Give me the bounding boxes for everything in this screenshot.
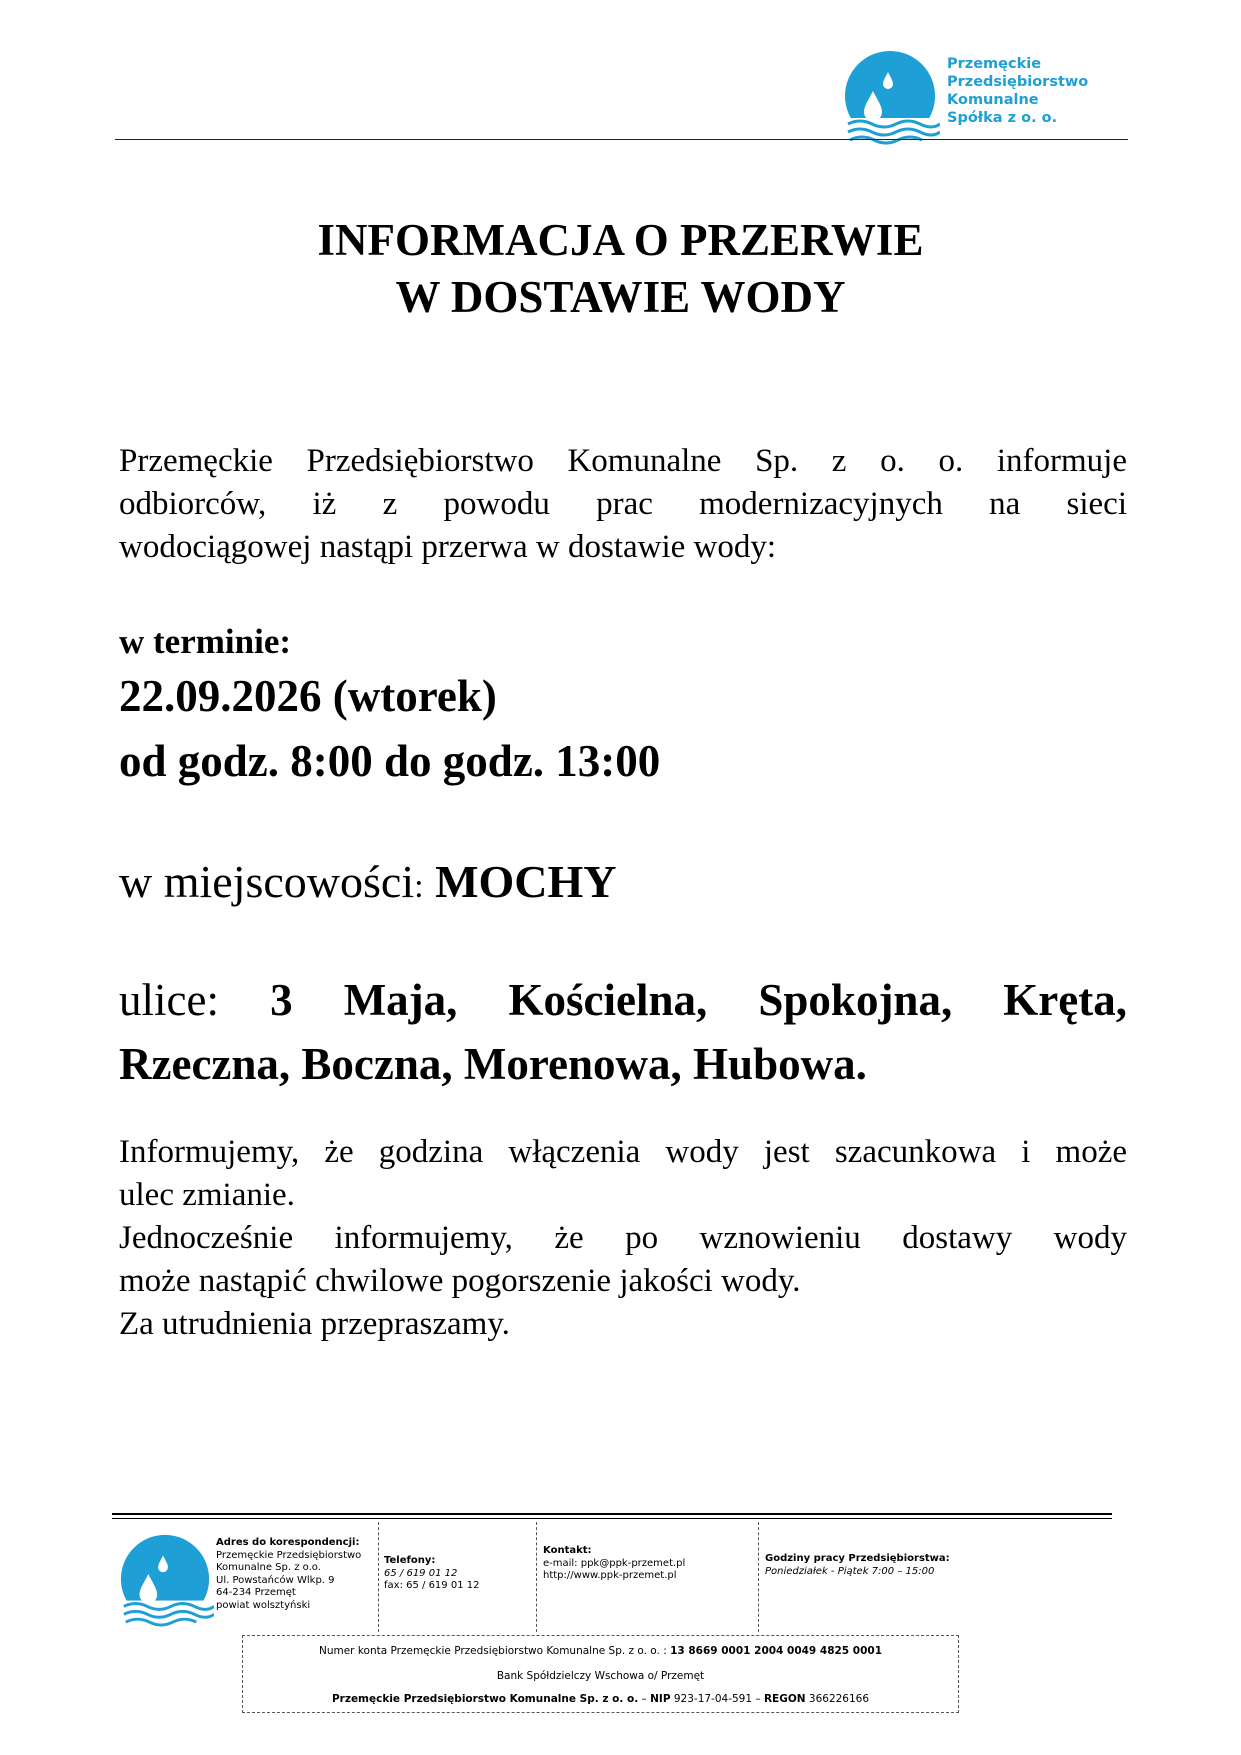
company-name-line: Przemęckie	[947, 56, 1042, 72]
footer-fax: fax: 65 / 619 01 12	[384, 1580, 480, 1591]
bank-account-number: 13 8669 0001 2004 0049 4825 0001	[670, 1645, 882, 1657]
footer-contact-heading: Kontakt:	[543, 1545, 592, 1556]
nip-label: NIP	[650, 1693, 671, 1705]
footer-website: http://www.ppk-przemet.pl	[543, 1570, 677, 1581]
footer-hours-heading: Godziny pracy Przedsiębiorstwa:	[765, 1553, 950, 1564]
footer-divider	[112, 1513, 1112, 1515]
footer-phone: 65 / 619 01 12	[384, 1567, 458, 1579]
streets	[119, 968, 1127, 1096]
company-name-line: Spółka z o. o.	[947, 110, 1058, 126]
bank-name: Bank Spółdzielczy Wschowa o/ Przemęt	[496, 1670, 705, 1682]
streets-list-2: Rzeczna, Boczna, Morenowa, Hubowa.	[119, 1039, 867, 1089]
footer-phones	[384, 1555, 479, 1593]
term-label: w terminie:	[119, 622, 292, 661]
nip-value: 923-17-04-591	[673, 1693, 753, 1705]
footer-address	[216, 1537, 361, 1612]
bank-account-label: Numer konta Przemęckie Przedsiębiorstwo Komunalne Sp. z o. o. :	[318, 1645, 667, 1657]
footer-address-line: Komunalne Sp. z o.o.	[216, 1562, 321, 1573]
company-legal-name: Przemęckie Przedsiębiorstwo Komunalne Sp. z o. o.	[331, 1693, 639, 1705]
water-drop-wave-logo-icon	[116, 1530, 214, 1628]
note-paragraph	[119, 1131, 1127, 1346]
note-line: może nastąpić chwilowe pogorszenie jakości wody.	[119, 1263, 801, 1299]
locality-name: MOCHY	[435, 856, 617, 907]
locality-label: w miejscowości	[119, 856, 415, 907]
intro-line: odbiorców, iż z powodu prac modernizacyjnych na sieci	[119, 486, 1127, 522]
title-line-1: INFORMACJA O PRZERWIE	[317, 215, 924, 265]
intro-line: Przemęckie Przedsiębiorstwo Komunalne Sp. z o. o. informuje	[119, 443, 1127, 479]
streets-list-1: 3 Maja, Kościelna, Spokojna, Kręta,	[270, 975, 1127, 1025]
intro-line: wodociągowej nastąpi przerwa w dostawie wody:	[119, 529, 777, 565]
outage-hours: od godz. 8:00 do godz. 13:00	[119, 736, 661, 786]
streets-line	[119, 1032, 1127, 1096]
regon-value: 366226166	[808, 1693, 870, 1705]
outage-date: 22.09.2026 (wtorek)	[119, 671, 497, 721]
notice-title	[0, 212, 1241, 326]
footer-divider	[112, 1518, 1112, 1519]
note-line: ulec zmianie.	[119, 1177, 295, 1213]
footer-hours-value: Poniedziałek - Piątek 7:00 – 15:00	[765, 1565, 935, 1577]
footer-contact	[543, 1545, 685, 1583]
note-line: Za utrudnienia przepraszamy.	[119, 1306, 510, 1342]
footer-bank-box	[242, 1635, 959, 1713]
footer-address-line: Ul. Powstańców Wlkp. 9	[216, 1574, 335, 1586]
note-line: Informujemy, że godzina włączenia wody jest szacunkowa i może	[119, 1134, 1127, 1170]
footer-address-heading: Adres do korespondencji:	[216, 1537, 360, 1548]
footer-email: e-mail: ppk@ppk-przemet.pl	[543, 1557, 686, 1569]
intro-paragraph	[119, 440, 1127, 569]
company-registration: Przemęckie Przedsiębiorstwo Komunalne Sp. z o. o. – NIP 923-17-04-591 – REGON 366226166	[331, 1693, 870, 1705]
footer-phones-heading: Telefony:	[384, 1555, 436, 1566]
company-name-line: Przedsiębiorstwo	[947, 74, 1089, 90]
regon-label: REGON	[763, 1693, 806, 1705]
footer-column-separator	[758, 1522, 759, 1632]
locality-colon: :	[414, 868, 424, 905]
footer-address-line: 64-234 Przemęt	[216, 1587, 296, 1598]
footer-column-separator	[378, 1522, 379, 1632]
header-divider	[115, 139, 1128, 140]
company-name	[947, 55, 1088, 127]
footer-address-line: Przemęckie Przedsiębiorstwo	[216, 1549, 362, 1561]
streets-line	[119, 968, 1127, 1032]
title-line-2: W DOSTAWIE WODY	[395, 272, 846, 322]
footer-column-separator	[536, 1522, 537, 1632]
bank-account	[243, 1645, 958, 1657]
footer-address-line: powiat wolsztyński	[216, 1599, 311, 1611]
footer-hours	[765, 1553, 950, 1578]
note-line: Jednocześnie informujemy, że po wznowieniu dostawy wody	[119, 1220, 1127, 1256]
locality	[119, 853, 617, 916]
streets-label: ulice:	[119, 975, 219, 1025]
water-drop-wave-logo-icon	[840, 46, 940, 146]
company-name-line: Komunalne	[947, 92, 1039, 108]
